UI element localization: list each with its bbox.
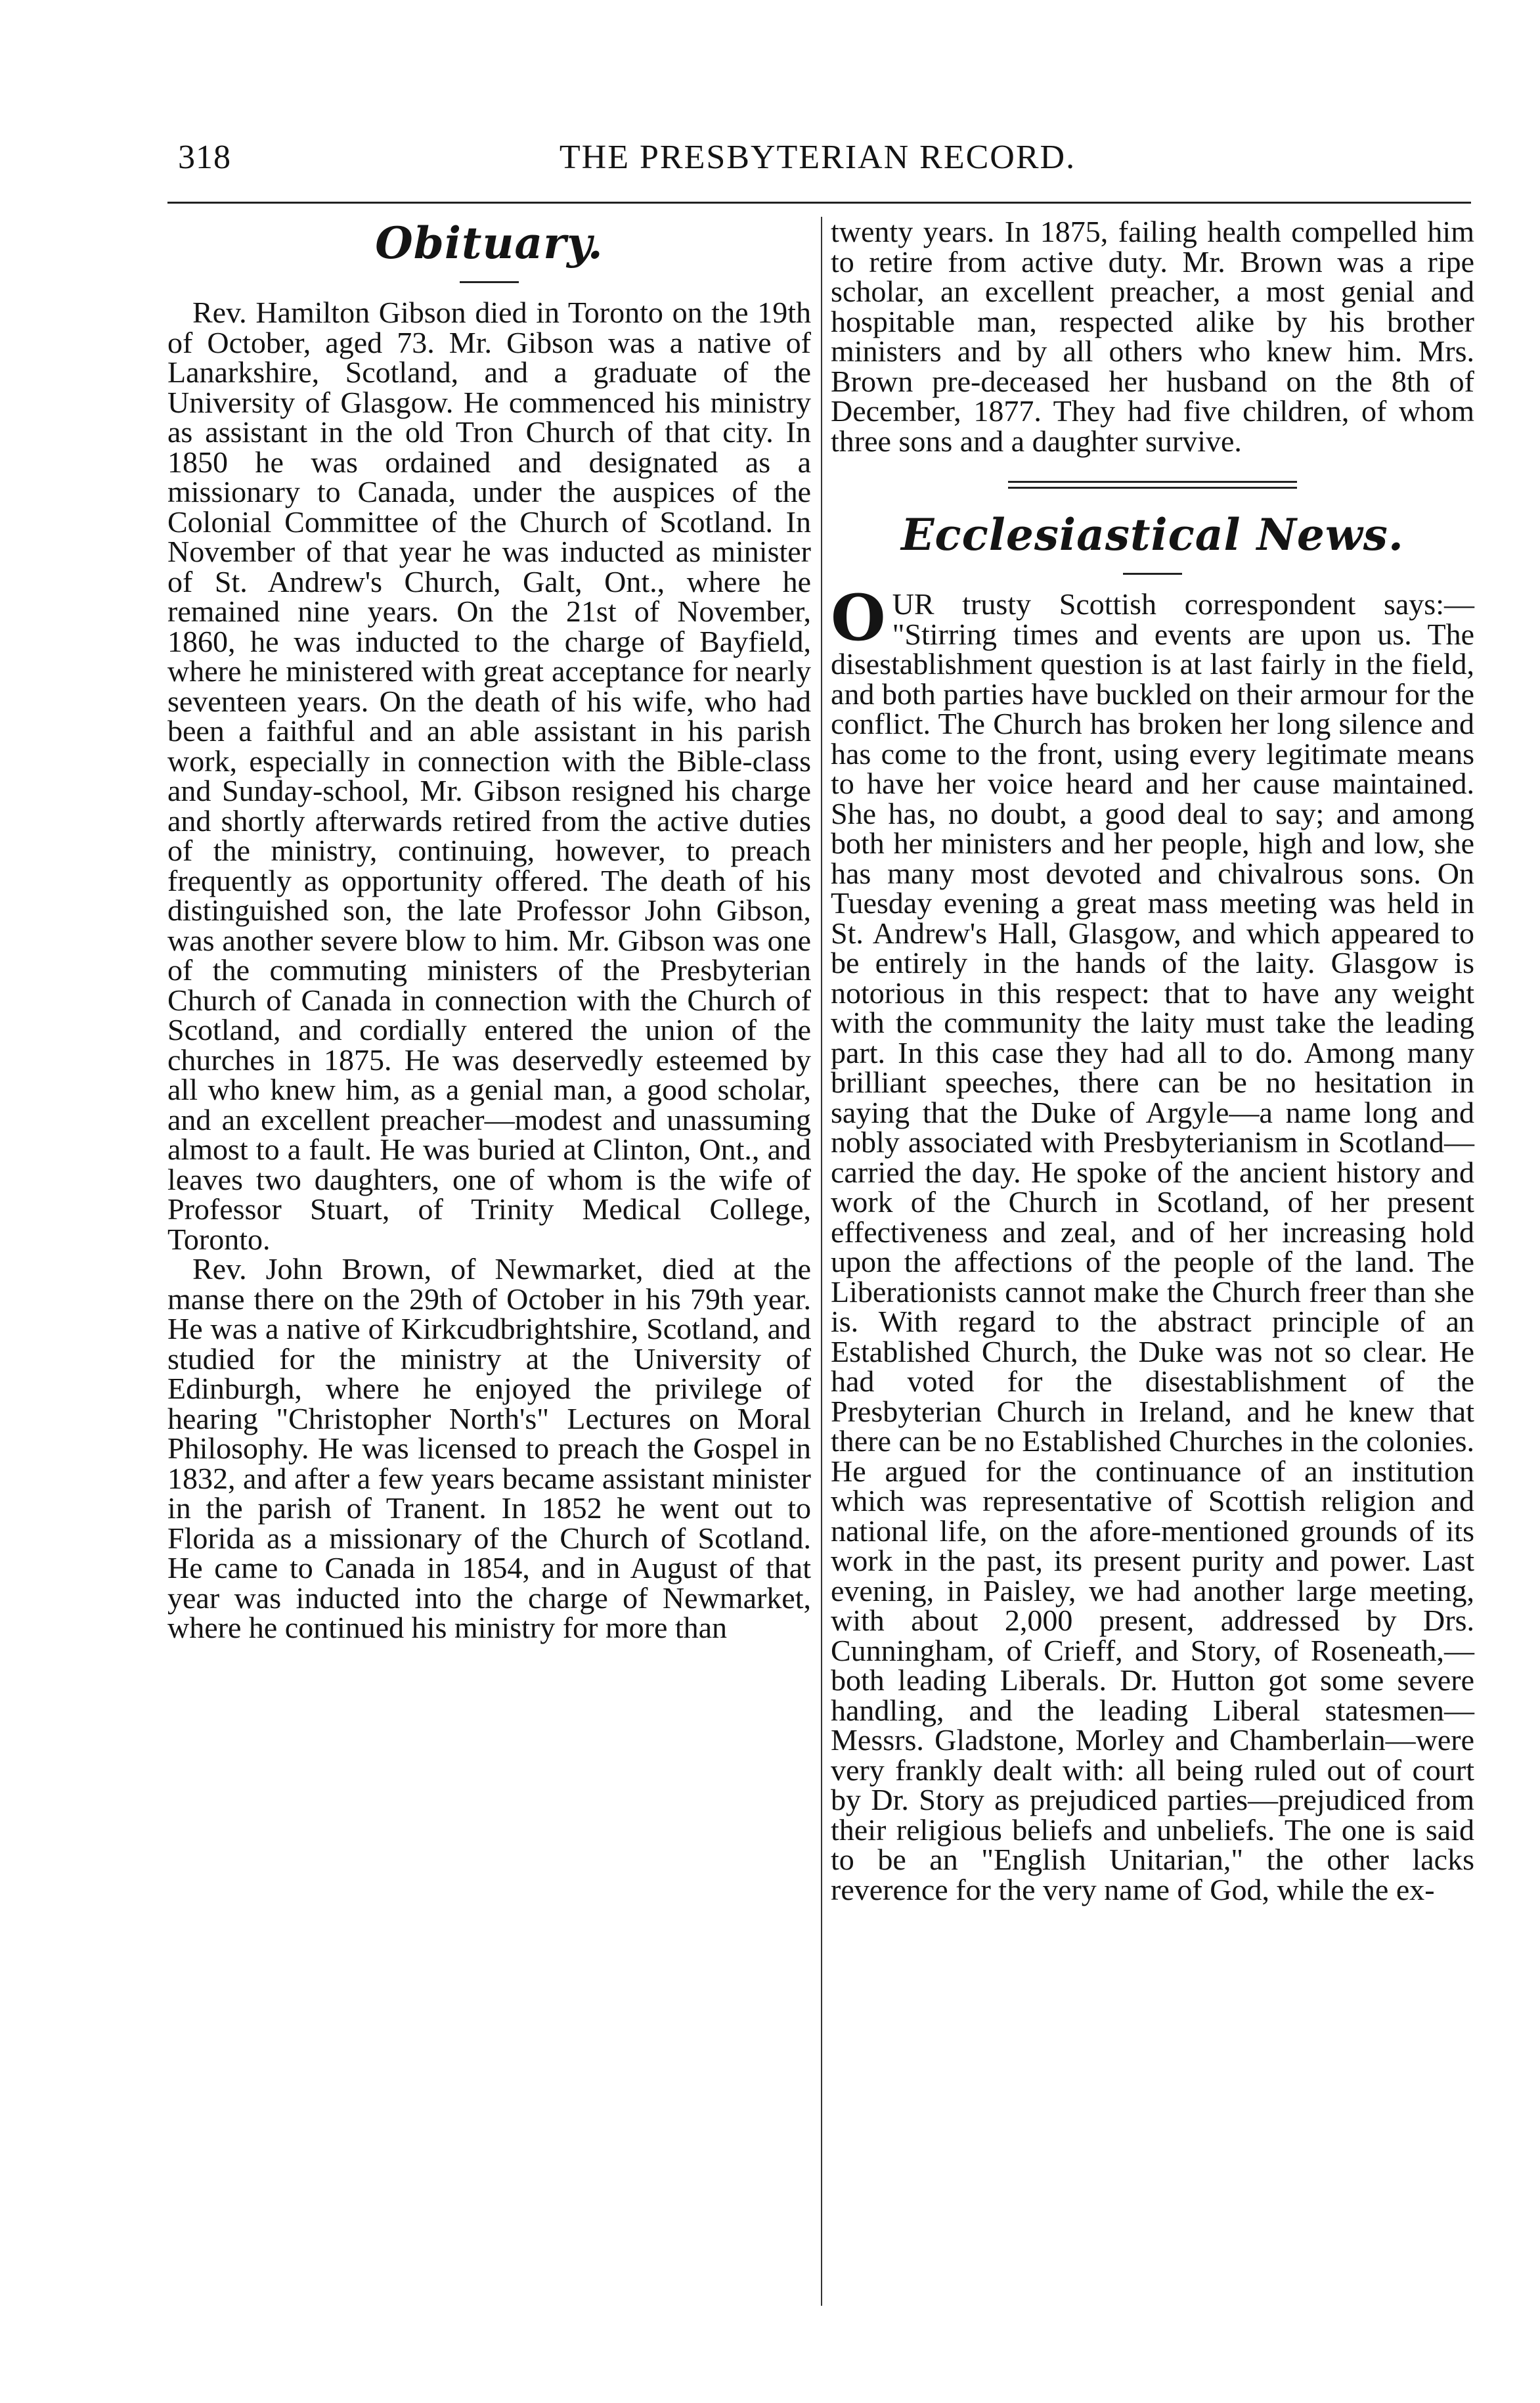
journal-title: THE PRESBYTERIAN RECORD.: [559, 139, 1076, 176]
section-divider: [1008, 481, 1297, 489]
obituary-brown-continuation: twenty years. In 1875, failing health compelled him to retire from active duty. Mr. Brown was a ripe scholar, an excellent preacher, a most genial and hospitable man, respected alike by his brother ministers and by all others who knew him. Mrs. Brown pre-deceased her husband on the 8th of December, 1877. They had five children, of whom three sons and a daughter survive.: [831, 215, 1474, 458]
running-head: [167, 131, 1468, 184]
obituary-heading: Obituary.: [375, 217, 604, 269]
obituary-brown-paragraph: Rev. John Brown, of Newmarket, died at the manse there on the 29th of October in his 79th year. He was a native of Kirkcudbrightshire, Scotland, and studied for the ministry at the University of Edinburgh, where he enjoyed the privilege of hearing "Christopher North's" Lectures on Moral Philosophy. He was licensed to preach the Gospel in 1832, and after a few years became assistant minister in the parish of Tranent. In 1852 he went out to Florida as a missionary of the Church of Scotland. He came to Canada in 1854, and in August of that year was inducted into the charge of Newmarket, where he continued his ministry for more than: [167, 1252, 811, 1644]
left-column: [167, 217, 811, 1643]
right-column: [831, 217, 1474, 1904]
ecclesiastical-news-heading: Ecclesiastical News.: [901, 509, 1404, 560]
column-divider: [821, 217, 822, 2306]
ecclesiastical-news-paragraph: [831, 581, 1474, 1906]
header-rule: [167, 202, 1471, 204]
page-number: 318: [178, 139, 231, 176]
news-body-text: UR trusty Scottish correspondent says:— "Stirring times and events are upon us. The disestablishment question is at last fairly in the field, and both parties have buckled on their armour for the conflict. The Church has broken her long silence and has come to the front, using every legitimate means to have her voice heard and her cause maintained. She has, no doubt, a good deal to say; and among both her ministers and her people, high and low, she has many most devoted and chivalrous sons. On Tuesday evening a great mass meeting was held in St. Andrew's Hall, Glasgow, and which appeared to be entirely in the hands of the laity. Glasgow is notorious in this respect: that to have any weight with the community the laity must take the leading part. In this case they had all to do. Among many brilliant speeches, there can be no hesitation in saying that the Duke of Argyle—a name long and nobly associated with Presbyterianism in Scotland—carried the day. He spoke of the ancient history and work of the Church in Scotland, of her present effectiveness and zeal, and of her increasing hold upon the affections of the people of the land. The Liberationists cannot make the Church freer than she is. With regard to the abstract principle of an Established Church, the Duke was not so clear. He had voted for the disestablishment of the Presbyterian Church in Ireland, and he knew that there can be no Established Churches in the colonies. He argued for the continuance of an institution which was representative of Scottish religion and national life, on the afore-mentioned grounds of its work in the past, its present purity and power. Last evening, in Paisley, we had another large meeting, with about 2,000 present, addressed by Drs. Cunningham, of Crieff, and Story, of Roseneath,—both leading Liberals. Dr. Hutton got some severe handling, and the leading Liberal statesmen—Messrs. Gladstone, Morley and Chamberlain—were very frankly dealt with: all being ruled out of court by Dr. Story as prejudiced parties—prejudiced from their religious beliefs and unbeliefs. The one is said to be an "English Unitarian," the other lacks reverence for the very name of God, while the ex-: [831, 587, 1474, 1906]
heading-rule: [1123, 573, 1182, 575]
heading-rule: [460, 281, 519, 283]
obituary-gibson-paragraph: Rev. Hamilton Gibson died in Toronto on the 19th of October, aged 73. Mr. Gibson was a native of Lanarkshire, Scotland, and a graduate of the University of Glasgow. He commenced his ministry as assistant in the old Tron Church of that city. In 1850 he was ordained and designated as a missionary to Canada, under the auspices of the Colonial Committee of the Church of Scotland. In November of that year he was inducted as minister of St. Andrew's Church, Galt, Ont., where he remained nine years. On the 21st of November, 1860, he was inducted to the charge of Bayfield, where he ministered with great acceptance for nearly seventeen years. On the death of his wife, who had been a faithful and an able assistant in his parish work, especially in connection with the Bible-class and Sunday-school, Mr. Gibson resigned his charge and shortly afterwards retired from the active duties of the ministry, continuing, however, to preach frequently as opportunity offered. The death of his distinguished son, the late Professor John Gibson, was another severe blow to him. Mr. Gibson was one of the commuting ministers of the Presbyterian Church of Canada in connection with the Church of Scotland, and cordially entered the union of the churches in 1875. He was deservedly esteemed by all who knew him, as a genial man, a good scholar, and an excellent preacher—modest and unassuming almost to a fault. He was buried at Clinton, Ont., and leaves two daughters, one of whom is the wife of Professor Stuart, of Trinity Medical College, Toronto.: [167, 296, 811, 1256]
drop-cap: O: [831, 581, 886, 655]
